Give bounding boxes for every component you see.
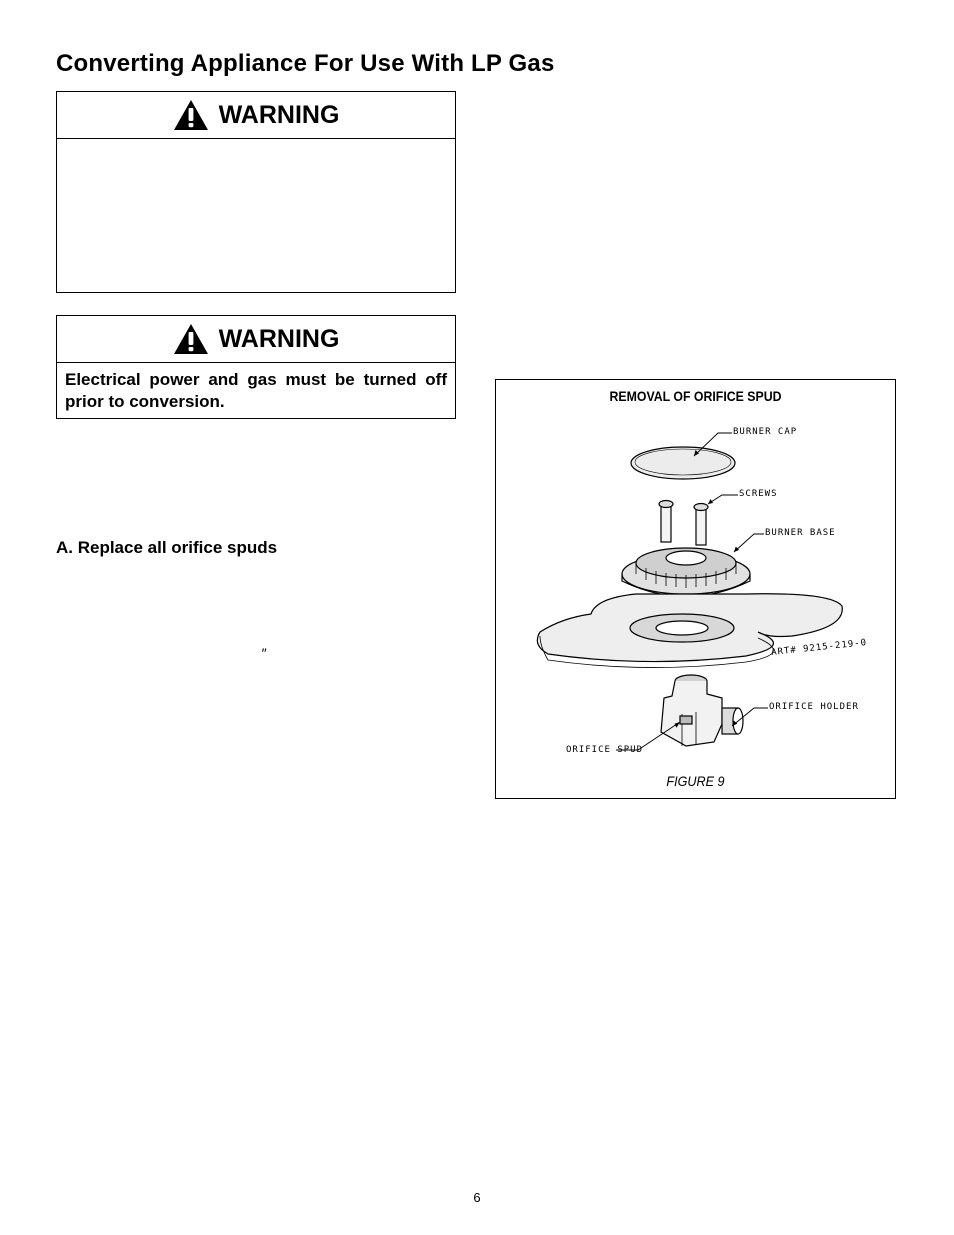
warning-body — [57, 139, 455, 151]
warning-body: Electrical power and gas must be turned off prior to conversion. — [65, 370, 447, 411]
figure-caption: FIGURE 9 — [666, 773, 725, 789]
label-burner-cap: BURNER CAP — [733, 427, 798, 437]
warning-box-1 — [56, 91, 456, 293]
label-burner-base: BURNER BASE — [765, 528, 836, 538]
figure-9-box — [495, 379, 896, 799]
warning-label: WARNING — [218, 324, 340, 353]
label-orifice-holder: ORIFICE HOLDER — [769, 702, 859, 712]
burner-assembly-illustration — [496, 380, 895, 798]
warning-triangle-icon — [173, 99, 209, 131]
label-screws: SCREWS — [739, 489, 778, 499]
stray-prime-mark: ″ — [261, 645, 266, 661]
page-number: 6 — [473, 1190, 481, 1205]
warning-box-2 — [56, 315, 456, 419]
page-title: Converting Appliance For Use With LP Gas — [56, 50, 555, 77]
warning-label: WARNING — [218, 100, 340, 129]
figure-title: REMOVAL OF ORIFICE SPUD — [609, 388, 782, 404]
label-art-number: ART# 9215-219-0 — [770, 637, 868, 659]
section-a-heading: A. Replace all orifice spuds — [56, 538, 278, 557]
warning-triangle-icon — [173, 323, 209, 355]
label-orifice-spud: ORIFICE SPUD — [566, 745, 644, 755]
warning-header — [57, 316, 455, 363]
warning-header — [57, 92, 455, 139]
